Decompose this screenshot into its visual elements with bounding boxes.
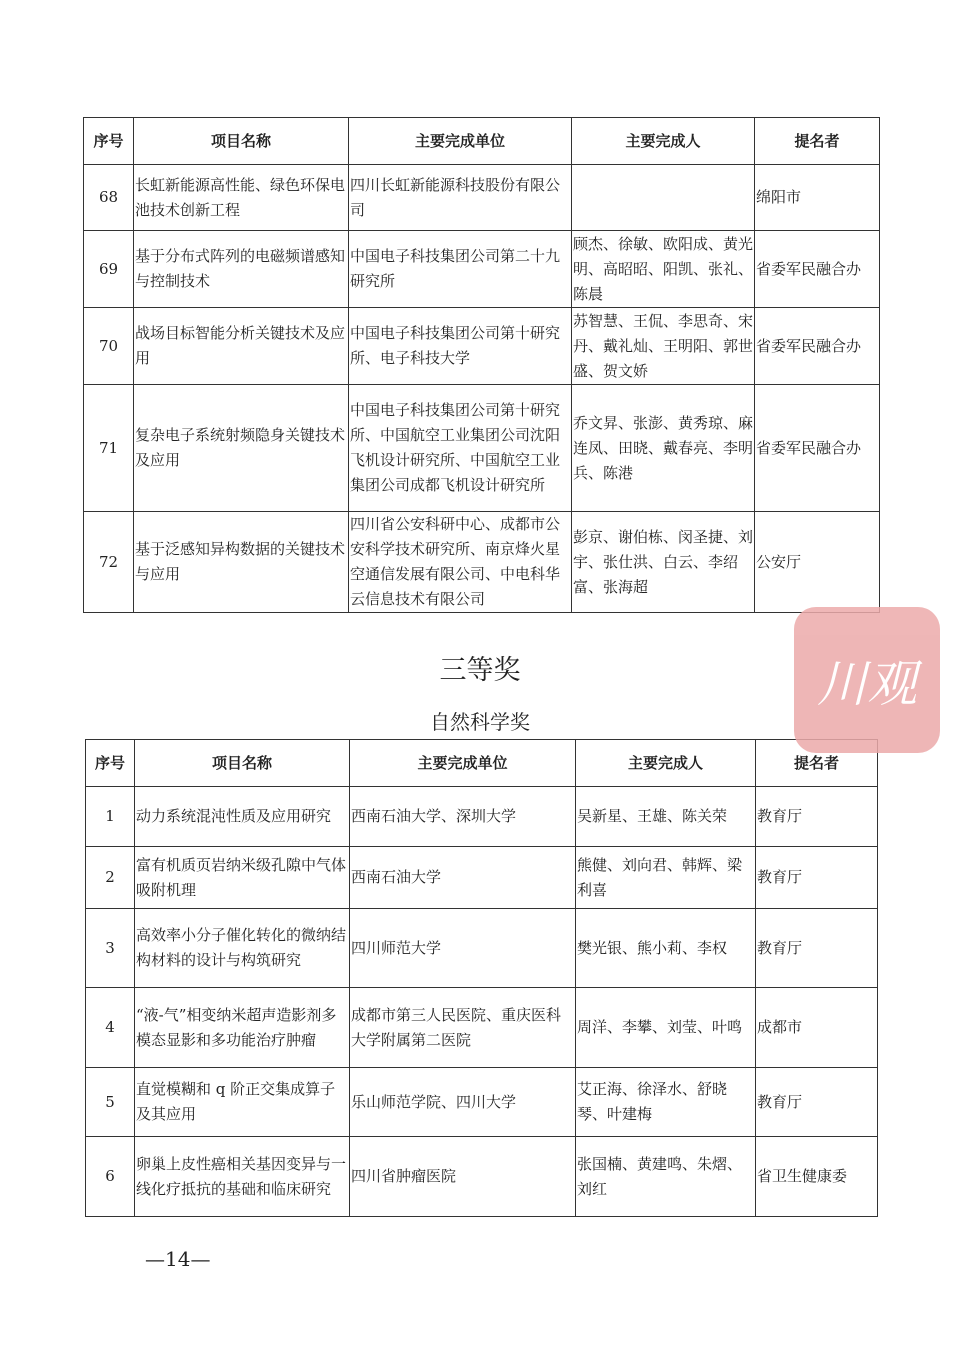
cell-no: 2: [86, 847, 135, 909]
header-unit: 主要完成单位: [350, 740, 576, 787]
cell-no: 69: [84, 231, 134, 308]
header-no: 序号: [86, 740, 135, 787]
cell-persons: 周洋、李攀、刘莹、叶鸣: [576, 988, 756, 1068]
cell-nominator: 省委军民融合办: [755, 231, 880, 308]
cell-persons: 苏智慧、王侃、李思奇、宋丹、戴礼灿、王明阳、郭世盛、贺文娇: [572, 308, 755, 385]
cell-project: 基于分布式阵列的电磁频谱感知与控制技术: [134, 231, 349, 308]
cell-persons: 樊光银、熊小莉、李权: [576, 909, 756, 988]
page-number: —14—: [145, 1247, 211, 1271]
cell-no: 68: [84, 165, 134, 231]
cell-no: 3: [86, 909, 135, 988]
table-row: [86, 909, 878, 988]
cell-persons: 吴新星、王雄、陈关荣: [576, 787, 756, 847]
cell-nominator: 教育厅: [756, 1068, 878, 1137]
award-table-natural-science: [85, 739, 878, 1217]
cell-unit: 乐山师范学院、四川大学: [350, 1068, 576, 1137]
header-project: 项目名称: [135, 740, 350, 787]
cell-project: 复杂电子系统射频隐身关键技术及应用: [134, 385, 349, 512]
table-row: [86, 1068, 878, 1137]
table-row: [84, 512, 880, 613]
cell-project: 战场目标智能分析关键技术及应用: [134, 308, 349, 385]
table-row: [86, 1137, 878, 1217]
cell-unit: 中国电子科技集团公司第二十九研究所: [349, 231, 572, 308]
cell-no: 1: [86, 787, 135, 847]
cell-persons: 艾正海、徐泽水、舒晓琴、叶建梅: [576, 1068, 756, 1137]
cell-nominator: 省委军民融合办: [755, 308, 880, 385]
table-row: [84, 308, 880, 385]
cell-unit: 中国电子科技集团公司第十研究所、中国航空工业集团公司沈阳飞机设计研究所、中国航空工业集团公司成都飞机设计研究所: [349, 385, 572, 512]
cell-unit: 四川省肿瘤医院: [350, 1137, 576, 1217]
table-header-row: [86, 740, 878, 787]
cell-project: 长虹新能源高性能、绿色环保电池技术创新工程: [134, 165, 349, 231]
cell-persons: 乔文昇、张澎、黄秀琼、麻连凤、田晓、戴春亮、李明兵、陈港: [572, 385, 755, 512]
table-row: [84, 385, 880, 512]
header-unit: 主要完成单位: [349, 118, 572, 165]
cell-persons: [572, 165, 755, 231]
header-nominator: 提名者: [755, 118, 880, 165]
table-row: [84, 165, 880, 231]
cell-unit: 中国电子科技集团公司第十研究所、电子科技大学: [349, 308, 572, 385]
cell-unit: 西南石油大学: [350, 847, 576, 909]
award-table-second-prize: [83, 117, 880, 613]
table-header-row: [84, 118, 880, 165]
cell-nominator: 省卫生健康委: [756, 1137, 878, 1217]
cell-no: 72: [84, 512, 134, 613]
cell-nominator: 公安厅: [755, 512, 880, 613]
table-row: [86, 988, 878, 1068]
header-nominator: 提名者: [756, 740, 878, 787]
cell-project: 基于泛感知异构数据的关键技术与应用: [134, 512, 349, 613]
cell-project: “液-气”相变纳米超声造影剂多模态显影和多功能治疗肿瘤: [135, 988, 350, 1068]
header-no: 序号: [84, 118, 134, 165]
cell-no: 5: [86, 1068, 135, 1137]
cell-persons: 顾杰、徐敏、欧阳成、黄光明、高昭昭、阳凯、张礼、陈晨: [572, 231, 755, 308]
cell-persons: 彭京、谢伯栋、闵圣捷、刘宇、张仕洪、白云、李绍富、张海超: [572, 512, 755, 613]
cell-unit: 四川师范大学: [350, 909, 576, 988]
cell-nominator: 教育厅: [756, 847, 878, 909]
header-persons: 主要完成人: [576, 740, 756, 787]
cell-unit: 四川省公安科研中心、成都市公安科学技术研究所、南京烽火星空通信发展有限公司、中电科华云信息技术有限公司: [349, 512, 572, 613]
table-row: [86, 847, 878, 909]
chuanguan-watermark-logo-icon: 川观: [794, 607, 940, 753]
header-persons: 主要完成人: [572, 118, 755, 165]
cell-unit: 西南石油大学、深圳大学: [350, 787, 576, 847]
cell-unit: 四川长虹新能源科技股份有限公司: [349, 165, 572, 231]
cell-project: 直觉模糊和 q 阶正交集成算子及其应用: [135, 1068, 350, 1137]
cell-no: 4: [86, 988, 135, 1068]
cell-project: 高效率小分子催化转化的微纳结构材料的设计与构筑研究: [135, 909, 350, 988]
cell-no: 6: [86, 1137, 135, 1217]
cell-nominator: 成都市: [756, 988, 878, 1068]
cell-project: 富有机质页岩纳米级孔隙中气体吸附机理: [135, 847, 350, 909]
cell-no: 70: [84, 308, 134, 385]
table-row: [84, 231, 880, 308]
cell-persons: 熊健、刘向君、韩辉、梁利喜: [576, 847, 756, 909]
cell-nominator: 绵阳市: [755, 165, 880, 231]
cell-nominator: 教育厅: [756, 787, 878, 847]
cell-unit: 成都市第三人民医院、重庆医科大学附属第二医院: [350, 988, 576, 1068]
section-title: 三等奖: [439, 655, 521, 686]
subsection-title: 自然科学奖: [430, 710, 530, 734]
cell-project: 卵巢上皮性癌相关基因变异与一线化疗抵抗的基础和临床研究: [135, 1137, 350, 1217]
header-project: 项目名称: [134, 118, 349, 165]
cell-nominator: 省委军民融合办: [755, 385, 880, 512]
cell-project: 动力系统混沌性质及应用研究: [135, 787, 350, 847]
cell-no: 71: [84, 385, 134, 512]
table-row: [86, 787, 878, 847]
cell-persons: 张国楠、黄建鸣、朱熠、刘红: [576, 1137, 756, 1217]
cell-nominator: 教育厅: [756, 909, 878, 988]
